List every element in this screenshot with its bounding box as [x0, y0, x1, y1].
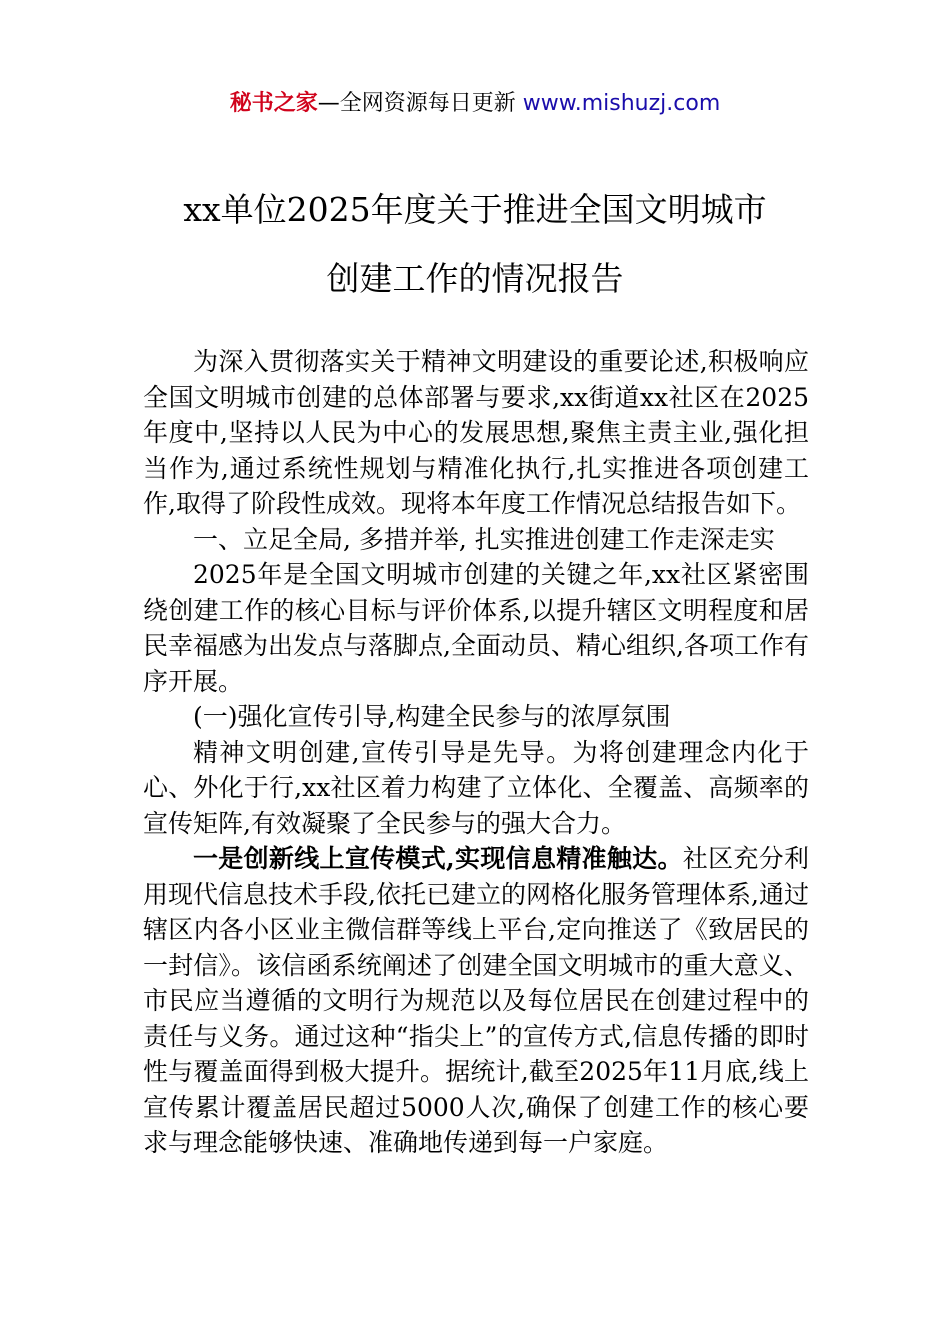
document-body: [143, 344, 809, 1161]
section-heading: 一、立足全局, 多措并举, 扎实推进创建工作走深走实: [193, 524, 775, 554]
item-paragraph: [143, 841, 809, 1161]
site-header: [0, 88, 950, 120]
item-lead-text: 一是创新线上宣传模式,实现信息精准触达。: [193, 844, 683, 873]
site-slogan: —全网资源每日更新: [317, 91, 516, 116]
site-url-link[interactable]: www.mishuzj.com: [522, 91, 721, 116]
section-paragraph: 2025年是全国文明城市创建的关键之年,xx社区紧密围绕创建工作的核心目标与评价体系,以提升辖区文明程度和居民幸福感为出发点与落脚点,全面动员、精心组织,各项工作有序开展。: [143, 560, 809, 696]
item-body-text: 社区充分利用现代信息技术手段,依托已建立的网格化服务管理体系,通过辖区内各小区业主微信群等线上平台,定向推送了《致居民的一封信》。该信函系统阐述了创建全国文明城市的重大意义、市民应当遵循的文明行为规范以及每位居民在创建过程中的责任与义务。通过这种“指尖上”的宣传方式,信息传播的即时性与覆盖面得到极大提升。据统计,截至2025年11月底,线上宣传累计覆盖居民超过5000人次,确保了创建工作的核心要求与理念能够快速、准确地传递到每一户家庭。: [143, 844, 809, 1157]
subsection-paragraph: 精神文明创建,宣传引导是先导。为将创建理念内化于心、外化于行,xx社区着力构建了立体化、全覆盖、高频率的宣传矩阵,有效凝聚了全民参与的强大合力。: [143, 737, 809, 838]
document-title-line-1: xx单位2025年度关于推进全国文明城市: [183, 190, 767, 229]
site-brand: 秘书之家: [229, 91, 318, 116]
subsection-heading: (一)强化宣传引导,构建全民参与的浓厚氛围: [193, 702, 671, 731]
document-title-line-2: 创建工作的情况报告: [326, 259, 624, 298]
intro-paragraph: 为深入贯彻落实关于精神文明建设的重要论述,积极响应全国文明城市创建的总体部署与要求,xx街道xx社区在2025年度中,坚持以人民为中心的发展思想,聚焦主责主业,强化担当作为,通过系统性规划与精准化执行,扎实推进各项创建工作,取得了阶段性成效。现将本年度工作情况总结报告如下。: [143, 347, 809, 518]
